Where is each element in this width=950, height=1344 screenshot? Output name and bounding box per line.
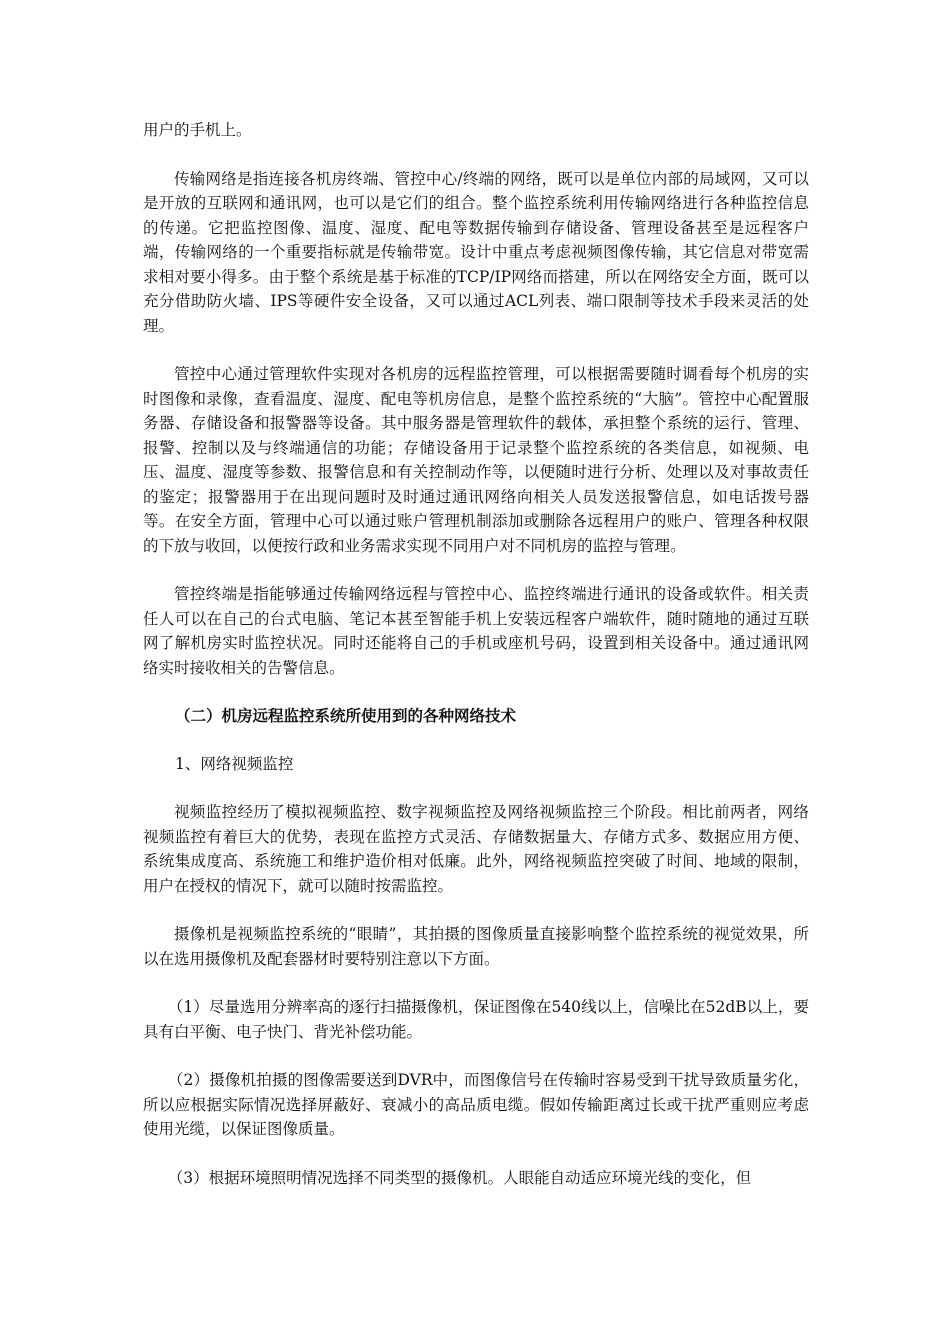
paragraph-camera: 摄像机是视频监控系统的“眼睛”，其拍摄的图像质量直接影响整个监控系统的视觉效果，所以在选用摄像机及配套器材时要特别注意以下方面。 — [143, 925, 809, 968]
paragraph-control-center: 管控中心通过管理软件实现对各机房的远程监控管理，可以根据需要随时调看每个机房的实时图像和录像，查看温度、湿度、配电等机房信息，是整个监控系统的“大脑”。管控中心配置服务器、存储设备和报警器等设备。其中服务器是管理软件的载体，承担整个系统的运行、管理、报警、控制以及与终端通信的功能；存储设备用于记录整个监控系统的各类信息，如视频、电压、温度、湿度等参数、报警信息和有关控制动作等，以便随时进行分析、处理以及对事故责任的鉴定；报警器用于在出现问题时及时通过通讯网络向相关人员发送报警信息，如电话拨号器等。在安全方面，管理中心可以通过账户管理机制添加或删除各远程用户的账户、管理各种权限的下放与收回，以便按行政和业务需求实现不同用户对不同机房的监控与管理。 — [143, 365, 809, 555]
section-heading: （二）机房远程监控系统所使用到的各种网络技术 — [175, 707, 517, 725]
list-item-1: （1）尽量选用分辨率高的逐行扫描摄像机，保证图像在540线以上，信噪比在52dB以上，要具有白平衡、电子快门、背光补偿功能。 — [143, 998, 809, 1041]
paragraph-control-terminal: 管控终端是指能够通过传输网络远程与管控中心、监控终端进行通讯的设备或软件。相关责任人可以在自己的台式电脑、笔记本甚至智能手机上安装远程客户端软件，随时随地的通过互联网了解机房实时监控状况。同时还能将自己的手机或座机号码，设置到相关设备中。通过通讯网络实时接收相关的告警信息。 — [143, 585, 809, 677]
subsection-heading: 1、网络视频监控 — [175, 755, 294, 773]
paragraph-continuation: 用户的手机上。 — [143, 121, 252, 139]
paragraph-video-surveillance: 视频监控经历了模拟视频监控、数字视频监控及网络视频监控三个阶段。相比前两者，网络视频监控有着巨大的优势，表现在监控方式灵活、存储数据量大、存储方式多、数据应用方便、系统集成度高、系统施工和维护造价相对低廉。此外，网络视频监控突破了时间、地域的限制，用户在授权的情况下，就可以随时按需监控。 — [143, 803, 809, 895]
list-item-2: （2）摄像机拍摄的图像需要送到DVR中，而图像信号在传输时容易受到干扰导致质量劣化，所以应根据实际情况选择屏蔽好、衰减小的高品质电缆。假如传输距离过长或干扰严重则应考虑使用光缆，以保证图像质量。 — [143, 1071, 809, 1138]
list-item-3: （3）根据环境照明情况选择不同类型的摄像机。人眼能自动适应环境光线的变化，但 — [167, 1168, 752, 1187]
paragraph-transmission-network: 传输网络是指连接各机房终端、管控中心/终端的网络，既可以是单位内部的局域网，又可以是开放的互联网和通讯网，也可以是它们的组合。整个监控系统利用传输网络进行各种监控信息的传递。它把监控图像、温度、湿度、配电等数据传输到存储设备、管理设备甚至是远程客户端，传输网络的一个重要指标就是传输带宽。设计中重点考虑视频图像传输，其它信息对带宽需求相对要小得多。由于整个系统是基于标准的TCP/IP网络而搭建，所以在网络安全方面，既可以充分借助防火墙、IPS等硬件安全设备，又可以通过ACL列表、端口限制等技术手段来灵活的处理。 — [143, 169, 809, 335]
document-page — [143, 118, 809, 1190]
